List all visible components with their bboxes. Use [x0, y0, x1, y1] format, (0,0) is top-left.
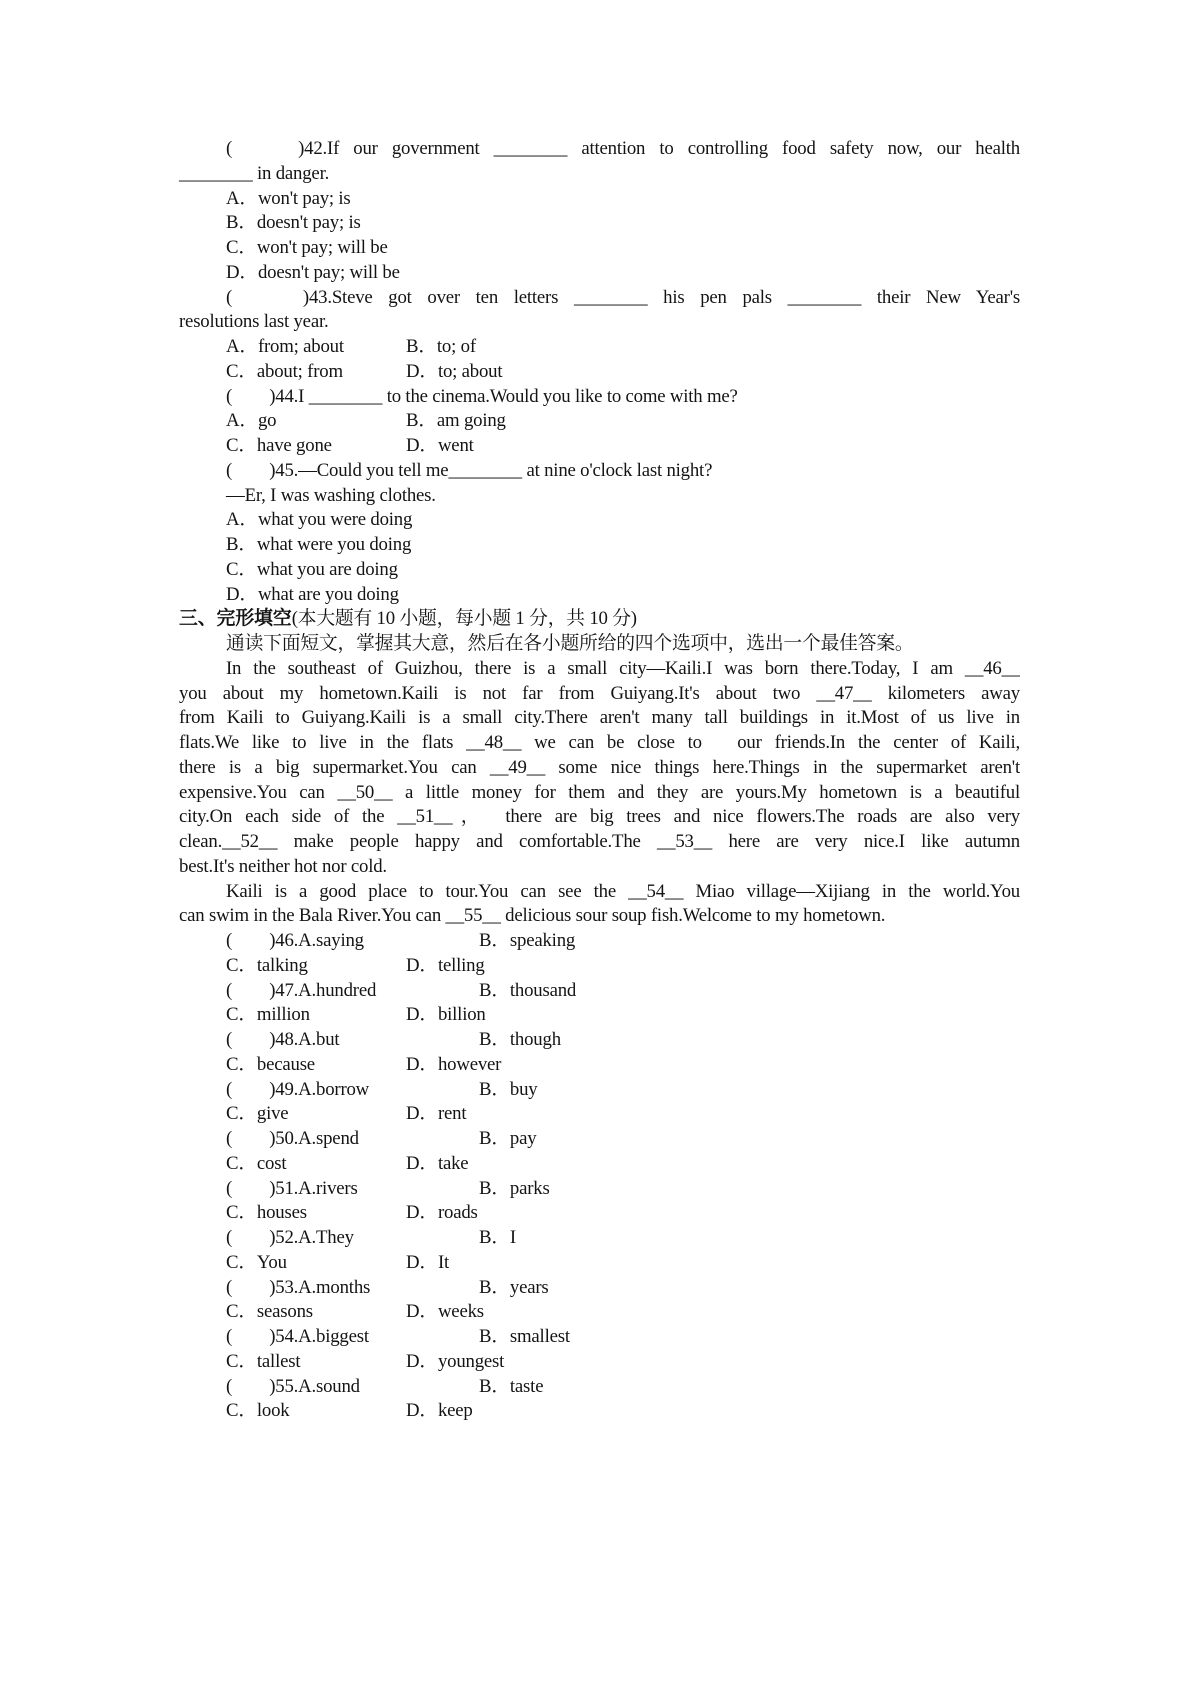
option-cell-left: C．look [226, 1400, 290, 1422]
option-cell-right: D．went [406, 435, 474, 456]
option-cell-right: B．thousand [479, 979, 577, 1001]
option-cell-right: D．billion [406, 1004, 486, 1026]
option-cell-right: D．keep [406, 1400, 473, 1422]
text-line: clean.__52__ make people happy and comfortable.The __53__ here are very nice.I like autumn [179, 831, 1020, 852]
option-cell-left: C．houses [226, 1202, 307, 1224]
text-line [179, 1028, 1020, 1053]
text-line: best.It's neither hot nor cold. [179, 855, 387, 877]
text-line [179, 954, 1020, 979]
option-cell-left: C．because [226, 1053, 315, 1075]
text-line: can swim in the Bala River.You can __55__ delicious sour soup fish.Welcome to my hometown. [179, 905, 886, 927]
text-line: 通读下面短文，掌握其大意，然后在各小题所给的四个选项中，选出一个最佳答案。 [226, 633, 914, 654]
text-line: A．won't pay; is [226, 187, 351, 209]
text-line [179, 1102, 1020, 1127]
option-cell-right: B．I [479, 1227, 516, 1248]
option-cell-left: C．talking [226, 954, 308, 976]
text-line: ( )44.I ________ to the cinema.Would you like to come with me? [226, 385, 738, 407]
text-line [179, 434, 1020, 459]
option-cell-right: D．weeks [406, 1301, 484, 1323]
option-cell-left: C．give [226, 1103, 289, 1125]
option-cell-right: B．buy [479, 1078, 538, 1100]
text-line: C．won't pay; will be [226, 237, 388, 258]
text-line [179, 1350, 1020, 1375]
text-line [179, 1003, 1020, 1028]
text-line: city.On each side of the __51__， there are big trees and nice flowers.The roads are also very [179, 806, 1020, 828]
option-cell-left: C．have gone [226, 435, 332, 456]
text-line: ( )43.Steve got over ten letters ________ his pen pals ________ their New Year's [226, 286, 1020, 308]
section-heading [179, 607, 1020, 632]
option-cell-left: C．cost [226, 1152, 287, 1174]
text-line: expensive.You can __50__ a little money for them and they are yours.My hometown is a beautiful [179, 781, 1020, 803]
text-line [179, 979, 1020, 1004]
option-cell-right: B．though [479, 1029, 561, 1050]
option-cell-right: D．take [406, 1152, 469, 1174]
text-line [179, 1201, 1020, 1226]
option-cell-right: B．parks [479, 1177, 550, 1199]
text-line: D．doesn't pay; will be [226, 261, 400, 283]
text-line [179, 1152, 1020, 1177]
section-title-rest: (本大题有 10 小题，每小题 1 分，共 10 分) [291, 608, 637, 630]
text-line [179, 1053, 1020, 1078]
text-line [179, 929, 1020, 954]
option-cell-right: B．pay [479, 1128, 537, 1149]
text-line: B．what were you doing [226, 534, 412, 555]
option-cell-left: A．go [226, 410, 277, 432]
option-cell-right: B．speaking [479, 930, 576, 951]
option-cell-right: B．to; of [406, 336, 476, 357]
text-line: A．what you were doing [226, 509, 413, 531]
text-line: Kaili is a good place to tour.You can see the __54__ Miao village—Xijiang in the world.You [226, 880, 1020, 902]
text-line [179, 335, 1020, 360]
option-cell-right: B．smallest [479, 1326, 570, 1347]
option-cell-left: ( )53.A.months [226, 1276, 371, 1298]
option-cell-right: D．It [406, 1251, 450, 1273]
option-cell-left: ( )51.A.rivers [226, 1177, 358, 1199]
option-cell-right: D．however [406, 1053, 502, 1075]
option-cell-left: ( )55.A.sound [226, 1375, 360, 1397]
option-cell-right: D．telling [406, 954, 485, 976]
option-cell-left: C．about; from [226, 360, 343, 382]
option-cell-left: ( )47.A.hundred [226, 979, 377, 1001]
text-line [179, 1300, 1020, 1325]
text-line [179, 1375, 1020, 1400]
text-line: there is a big supermarket.You can __49__ some nice things here.Things in the supermarket aren't [179, 756, 1020, 778]
option-cell-left: ( )49.A.borrow [226, 1078, 370, 1100]
option-cell-right: D．youngest [406, 1350, 505, 1372]
option-cell-left: ( )46.A.saying [226, 930, 364, 951]
text-line [179, 1276, 1020, 1301]
option-cell-left: ( )48.A.but [226, 1029, 340, 1050]
option-cell-left: A．from; about [226, 336, 344, 357]
document-lines [179, 137, 1020, 1424]
section-title-bold: 三、完形填空 [179, 608, 292, 630]
text-line: In the southeast of Guizhou, there is a small city—Kaili.I was born there.Today, I am __46__ [226, 657, 1020, 679]
option-cell-left: ( )54.A.biggest [226, 1326, 369, 1347]
text-line [179, 1078, 1020, 1103]
text-line [179, 360, 1020, 385]
text-line: from Kaili to Guiyang.Kaili is a small city.There aren't many tall buildings in it.Most of us live in [179, 707, 1020, 729]
option-cell-right: D．rent [406, 1103, 467, 1125]
text-line: resolutions last year. [179, 311, 329, 333]
option-cell-left: C．tallest [226, 1350, 301, 1372]
text-line: D．what are you doing [226, 583, 399, 605]
option-cell-left: ( )52.A.They [226, 1227, 354, 1248]
text-line: ( )42.If our government ________ attention to controlling food safety now, our health [226, 138, 1020, 159]
text-line: ________ in danger. [179, 162, 330, 184]
option-cell-left: C．seasons [226, 1301, 313, 1323]
text-line [179, 1127, 1020, 1152]
text-line: ( )45.—Could you tell me________ at nine o'clock last night? [226, 459, 713, 481]
text-line [179, 1399, 1020, 1424]
option-cell-right: B．taste [479, 1375, 544, 1397]
text-line [179, 1226, 1020, 1251]
text-line: B．doesn't pay; is [226, 212, 361, 234]
option-cell-right: D．roads [406, 1202, 478, 1224]
option-cell-right: D．to; about [406, 360, 503, 382]
text-line [179, 1325, 1020, 1350]
option-cell-right: B．years [479, 1276, 549, 1298]
text-line: you about my hometown.Kaili is not far from Guiyang.It's about two __47__ kilometers away [179, 682, 1020, 704]
text-line: flats.We like to live in the flats __48__ we can be close to our friends.In the center of Kaili, [179, 732, 1020, 753]
text-line [179, 1251, 1020, 1276]
text-line [179, 409, 1020, 434]
text-line: C．what you are doing [226, 558, 398, 580]
option-cell-left: C．You [226, 1251, 287, 1273]
option-cell-right: B．am going [406, 410, 506, 432]
option-cell-left: C．million [226, 1004, 310, 1026]
option-cell-left: ( )50.A.spend [226, 1128, 359, 1149]
text-line [179, 1177, 1020, 1202]
text-line: —Er, I was washing clothes. [226, 484, 436, 506]
